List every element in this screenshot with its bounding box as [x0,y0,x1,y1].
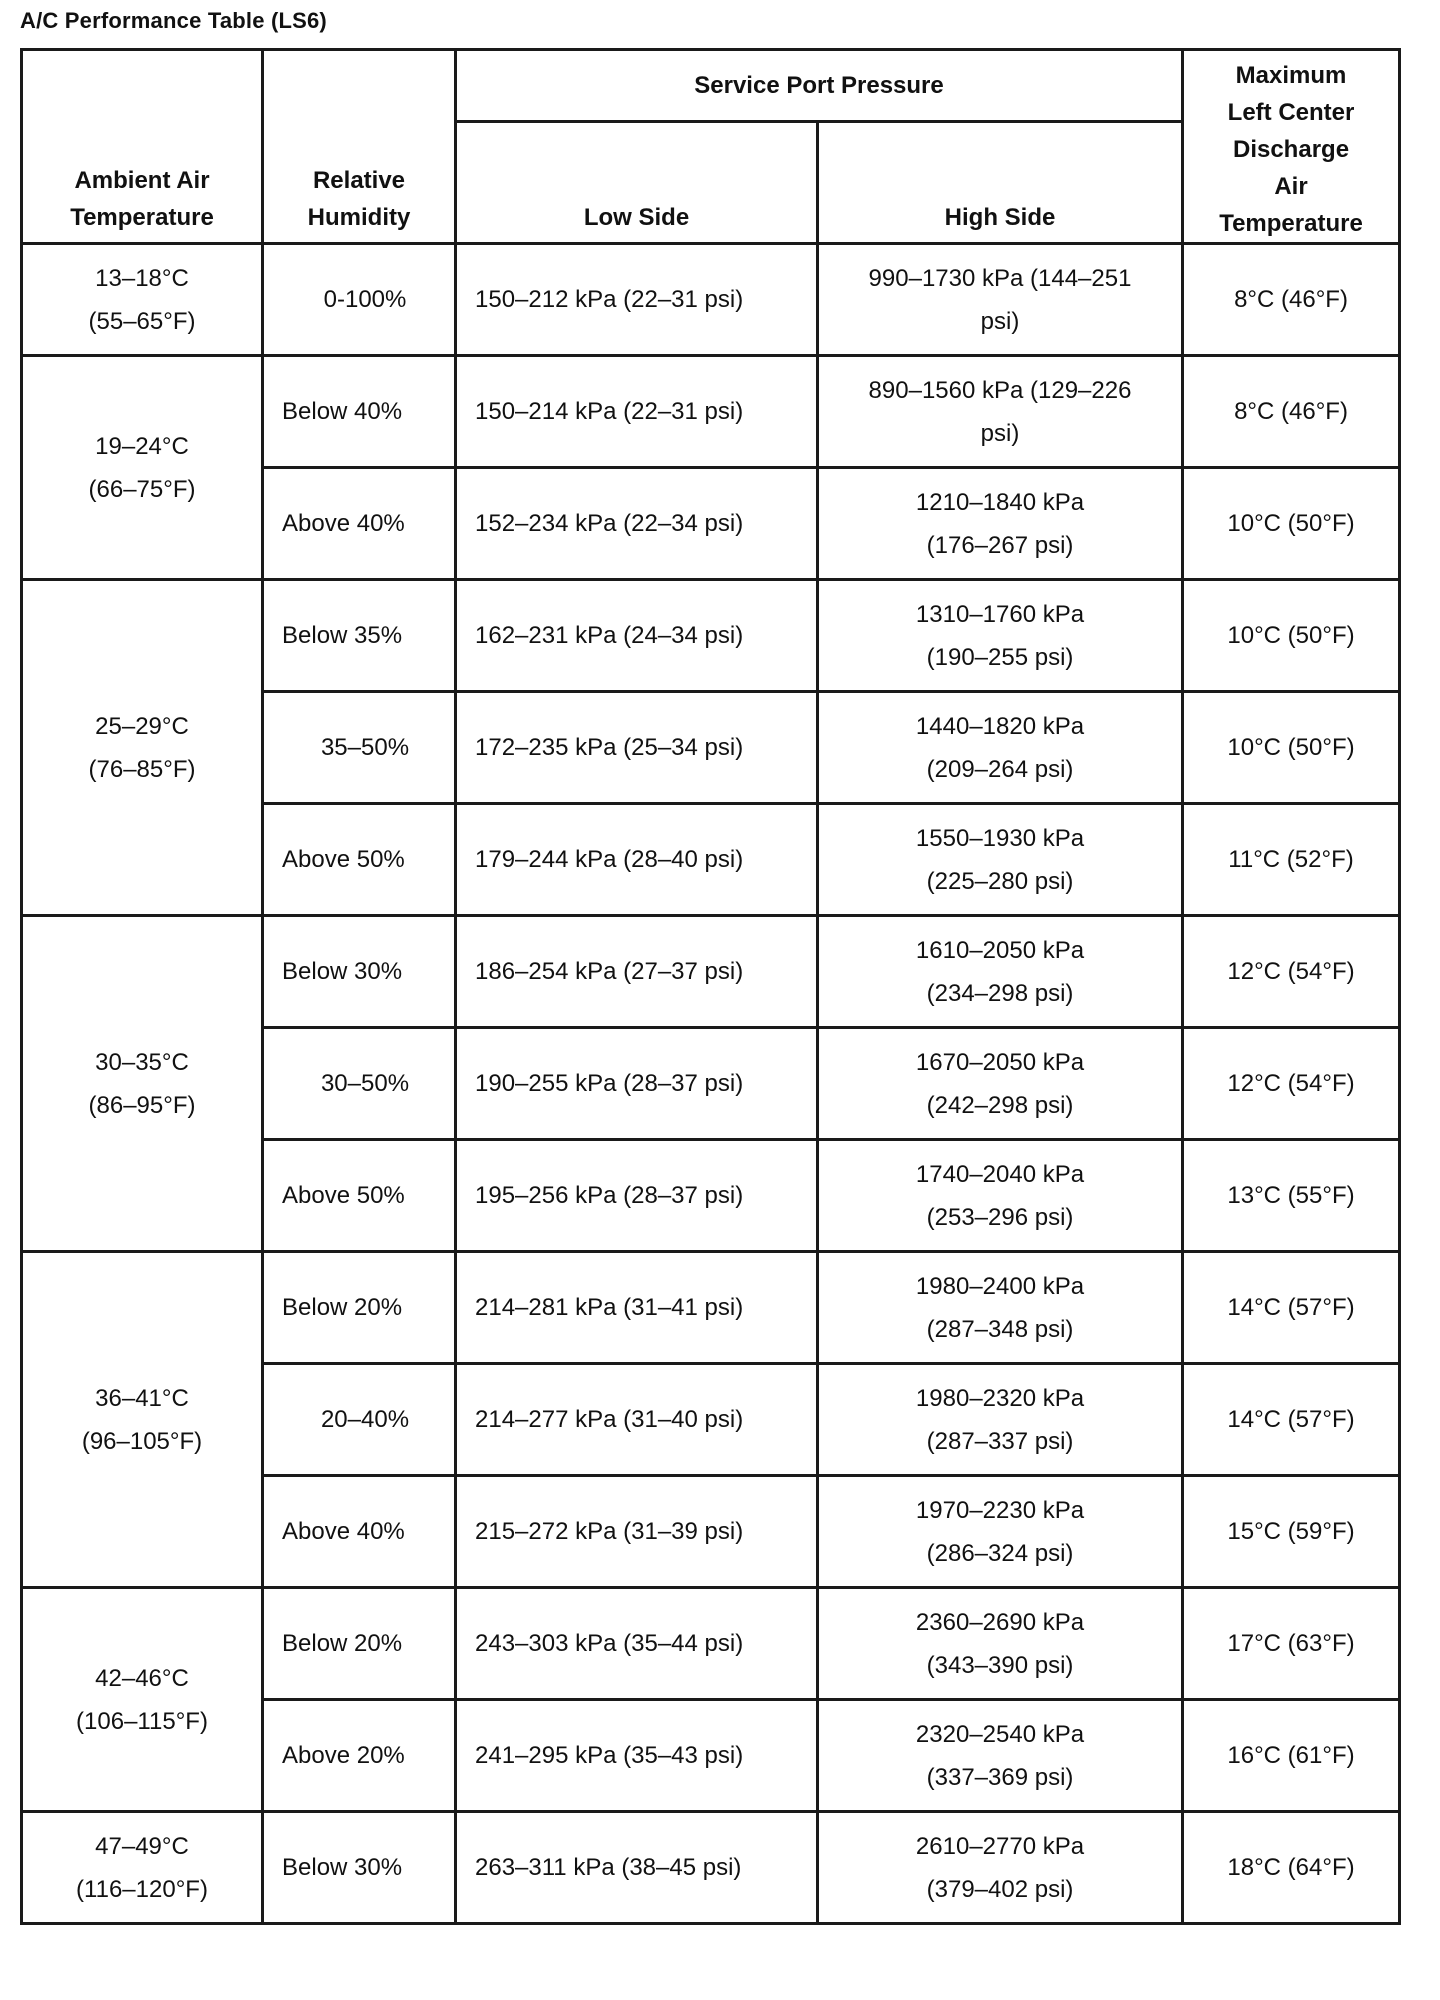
low-side-pressure-cell: 179–244 kPa (28–40 psi) [456,804,818,916]
header-service-port-pressure: Service Port Pressure [456,50,1183,122]
header-relative-humidity: Relative Humidity [263,50,456,244]
max-discharge-temp-cell: 8°C (46°F) [1183,244,1400,356]
high-side-pressure-cell: 2320–2540 kPa (337–369 psi) [818,1700,1183,1812]
header-max-discharge-air-temperature: Maximum Left Center Discharge Air Temperature [1183,50,1400,244]
max-discharge-temp-cell: 8°C (46°F) [1183,356,1400,468]
relative-humidity-cell: Above 50% [263,1140,456,1252]
table-row [22,356,1400,468]
ambient-temperature-cell: 30–35°C (86–95°F) [22,916,263,1252]
max-discharge-temp-cell: 17°C (63°F) [1183,1588,1400,1700]
low-side-pressure-cell: 263–311 kPa (38–45 psi) [456,1812,818,1924]
ambient-temperature-cell: 42–46°C (106–115°F) [22,1588,263,1812]
relative-humidity-cell: Below 40% [263,356,456,468]
high-side-pressure-cell: 1210–1840 kPa (176–267 psi) [818,468,1183,580]
header-low-side: Low Side [456,122,818,244]
max-discharge-temp-cell: 12°C (54°F) [1183,916,1400,1028]
max-discharge-temp-cell: 12°C (54°F) [1183,1028,1400,1140]
relative-humidity-cell: Below 30% [263,1812,456,1924]
header-row [22,50,1400,122]
max-discharge-temp-cell: 16°C (61°F) [1183,1700,1400,1812]
high-side-pressure-cell: 2360–2690 kPa (343–390 psi) [818,1588,1183,1700]
low-side-pressure-cell: 214–277 kPa (31–40 psi) [456,1364,818,1476]
low-side-pressure-cell: 214–281 kPa (31–41 psi) [456,1252,818,1364]
page-title: A/C Performance Table (LS6) [20,8,327,33]
low-side-pressure-cell: 215–272 kPa (31–39 psi) [456,1476,818,1588]
header-high-side: High Side [818,122,1183,244]
max-discharge-temp-cell: 15°C (59°F) [1183,1476,1400,1588]
ambient-temperature-cell: 47–49°C (116–120°F) [22,1812,263,1924]
high-side-pressure-cell: 1970–2230 kPa (286–324 psi) [818,1476,1183,1588]
table-row [22,244,1400,356]
ambient-temperature-cell: 36–41°C (96–105°F) [22,1252,263,1588]
low-side-pressure-cell: 162–231 kPa (24–34 psi) [456,580,818,692]
ambient-temperature-cell: 13–18°C (55–65°F) [22,244,263,356]
high-side-pressure-cell: 990–1730 kPa (144–251 psi) [818,244,1183,356]
table-row [22,916,1400,1028]
relative-humidity-cell: Above 50% [263,804,456,916]
low-side-pressure-cell: 243–303 kPa (35–44 psi) [456,1588,818,1700]
table-row [22,580,1400,692]
relative-humidity-cell: Below 30% [263,916,456,1028]
relative-humidity-cell: Below 35% [263,580,456,692]
high-side-pressure-cell: 1310–1760 kPa (190–255 psi) [818,580,1183,692]
max-discharge-temp-cell: 10°C (50°F) [1183,580,1400,692]
relative-humidity-cell: Above 40% [263,468,456,580]
max-discharge-temp-cell: 10°C (50°F) [1183,692,1400,804]
high-side-pressure-cell: 1670–2050 kPa (242–298 psi) [818,1028,1183,1140]
relative-humidity-cell: Below 20% [263,1588,456,1700]
relative-humidity-cell: 0-100% [263,244,456,356]
ambient-temperature-cell: 25–29°C (76–85°F) [22,580,263,916]
header-ambient-air-temperature: Ambient Air Temperature [22,50,263,244]
table-row [22,1812,1400,1924]
low-side-pressure-cell: 150–214 kPa (22–31 psi) [456,356,818,468]
table-body [22,244,1400,1924]
low-side-pressure-cell: 150–212 kPa (22–31 psi) [456,244,818,356]
relative-humidity-cell: Above 40% [263,1476,456,1588]
relative-humidity-cell: 20–40% [263,1364,456,1476]
max-discharge-temp-cell: 18°C (64°F) [1183,1812,1400,1924]
high-side-pressure-cell: 2610–2770 kPa (379–402 psi) [818,1812,1183,1924]
table-row [22,1588,1400,1700]
low-side-pressure-cell: 186–254 kPa (27–37 psi) [456,916,818,1028]
low-side-pressure-cell: 172–235 kPa (25–34 psi) [456,692,818,804]
low-side-pressure-cell: 195–256 kPa (28–37 psi) [456,1140,818,1252]
max-discharge-temp-cell: 11°C (52°F) [1183,804,1400,916]
max-discharge-temp-cell: 14°C (57°F) [1183,1252,1400,1364]
ac-performance-table [20,48,1401,1925]
low-side-pressure-cell: 190–255 kPa (28–37 psi) [456,1028,818,1140]
high-side-pressure-cell: 1980–2320 kPa (287–337 psi) [818,1364,1183,1476]
low-side-pressure-cell: 241–295 kPa (35–43 psi) [456,1700,818,1812]
relative-humidity-cell: 35–50% [263,692,456,804]
table-row [22,1252,1400,1364]
high-side-pressure-cell: 890–1560 kPa (129–226 psi) [818,356,1183,468]
low-side-pressure-cell: 152–234 kPa (22–34 psi) [456,468,818,580]
max-discharge-temp-cell: 14°C (57°F) [1183,1364,1400,1476]
high-side-pressure-cell: 1440–1820 kPa (209–264 psi) [818,692,1183,804]
max-discharge-temp-cell: 13°C (55°F) [1183,1140,1400,1252]
relative-humidity-cell: Below 20% [263,1252,456,1364]
relative-humidity-cell: Above 20% [263,1700,456,1812]
max-discharge-temp-cell: 10°C (50°F) [1183,468,1400,580]
high-side-pressure-cell: 1740–2040 kPa (253–296 psi) [818,1140,1183,1252]
high-side-pressure-cell: 1550–1930 kPa (225–280 psi) [818,804,1183,916]
ambient-temperature-cell: 19–24°C (66–75°F) [22,356,263,580]
high-side-pressure-cell: 1980–2400 kPa (287–348 psi) [818,1252,1183,1364]
high-side-pressure-cell: 1610–2050 kPa (234–298 psi) [818,916,1183,1028]
relative-humidity-cell: 30–50% [263,1028,456,1140]
